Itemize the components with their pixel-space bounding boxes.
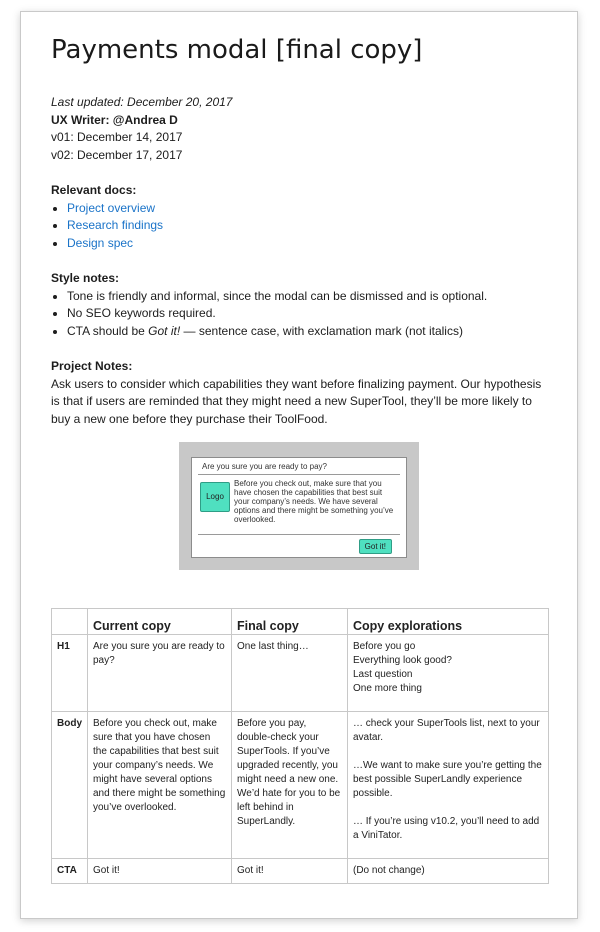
cta-current-copy: Got it!	[88, 859, 232, 884]
document-page	[20, 11, 578, 919]
project-notes-heading: Project Notes:	[51, 359, 133, 373]
cta-note-example: Got it!	[148, 323, 181, 338]
project-notes-text: Ask users to consider which capabilities they want before finalizing payment. Our hypothesis is that if users are reminded that they might need a new SuperTool, they’ll be more likely to buy a new one before they purchase their ToolFood.	[51, 376, 542, 426]
h1-copy-explorations	[348, 635, 549, 712]
exploration-paragraph: … check your SuperTools list, next to your avatar.	[353, 718, 540, 743]
list-item	[67, 235, 551, 253]
style-notes-heading: Style notes:	[51, 271, 120, 285]
cta-note-suffix: — sentence case, with exclamation mark (not italics)	[180, 323, 463, 338]
relevant-docs-heading: Relevant docs:	[51, 183, 137, 197]
mockup-got-it-button: Got it!	[359, 539, 392, 554]
mockup-heading: Are you sure you are ready to pay?	[202, 462, 327, 471]
mockup-divider	[198, 474, 400, 475]
mockup-divider	[198, 534, 400, 535]
body-final-copy: Before you pay, double-check your SuperTools. If you’ve upgraded recently, you might need a new one. We’d hate for you to be left behind in SuperLandly.	[232, 712, 348, 859]
cta-final-copy: Got it!	[232, 859, 348, 884]
column-header-explorations: Copy explorations	[348, 609, 549, 635]
exploration-line: One more thing	[353, 683, 422, 694]
table-row	[52, 712, 549, 859]
column-header-current: Current copy	[88, 609, 232, 635]
document-content	[51, 30, 551, 428]
relevant-docs	[51, 182, 551, 252]
style-notes	[51, 270, 551, 340]
cta-copy-explorations: (Do not change)	[348, 859, 549, 884]
row-label-h1: H1	[52, 635, 88, 712]
copy-table	[51, 608, 549, 884]
page-title: Payments modal [final copy]	[51, 35, 423, 65]
row-label-body: Body	[52, 712, 88, 859]
exploration-line: Before you go	[353, 641, 416, 652]
mockup-body: Before you check out, make sure that you have chosen the capabilities that best suit your company’s needs. We have several options and there might be something you’ve overlooked.	[234, 479, 394, 524]
version-v01: v01: December 14, 2017	[51, 130, 183, 144]
table-row	[52, 635, 549, 712]
table-row	[52, 859, 549, 884]
list-item: • Tone is friendly and informal, since the modal can be dismissed and is optional.	[67, 288, 551, 306]
exploration-paragraph: …We want to make sure you’re getting the best possible SuperLandly experience possible.	[353, 760, 542, 799]
modal-mockup-image	[179, 442, 419, 570]
research-findings-link[interactable]: Research findings	[67, 218, 164, 232]
project-notes	[51, 358, 551, 428]
table-header-row	[52, 609, 549, 635]
list-item	[67, 200, 551, 218]
project-overview-link[interactable]: Project overview	[67, 200, 156, 215]
design-spec-link[interactable]: Design spec	[67, 235, 134, 250]
list-item	[67, 323, 551, 341]
doc-meta	[51, 94, 551, 164]
exploration-line: Everything look good?	[353, 655, 452, 666]
h1-final-copy: One last thing…	[232, 635, 348, 712]
list-item: • No SEO keywords required.	[67, 305, 551, 323]
relevant-docs-list	[51, 200, 551, 253]
row-label-cta: CTA	[52, 859, 88, 884]
h1-current-copy: Are you sure you are ready to pay?	[88, 635, 232, 712]
column-header	[52, 609, 88, 635]
exploration-paragraph: … If you’re using v10.2, you’ll need to add a ViniTator.	[353, 816, 540, 841]
body-current-copy: Before you check out, make sure that you have chosen the capabilities that best suit your company’s needs. We might have several options and there might be something you’ve overlooked.	[88, 712, 232, 859]
ux-writer: UX Writer: @Andrea D	[51, 112, 178, 127]
modal-mockup	[191, 457, 407, 558]
body-copy-explorations	[348, 712, 549, 859]
list-item	[67, 217, 551, 235]
last-updated: Last updated: December 20, 2017	[51, 95, 233, 109]
mockup-logo: Logo	[200, 482, 230, 512]
cta-note-prefix: CTA should be	[67, 323, 149, 338]
style-notes-list	[51, 288, 551, 341]
version-v02: v02: December 17, 2017	[51, 147, 183, 162]
column-header-final: Final copy	[232, 609, 348, 635]
exploration-line: Last question	[353, 669, 413, 680]
